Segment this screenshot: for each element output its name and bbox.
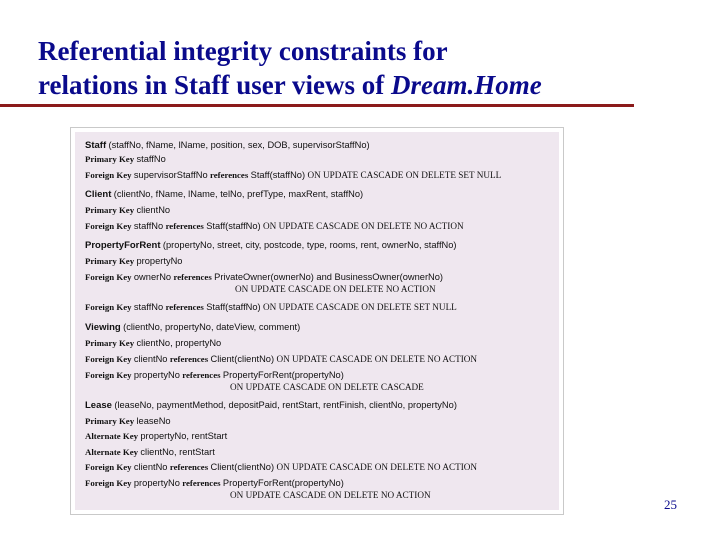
key-value: staffNo: [136, 154, 166, 164]
key-value: propertyNo: [136, 256, 183, 266]
property-foreign-key-2: [85, 300, 457, 314]
key-value: clientNo: [136, 205, 171, 215]
lease-primary-key: [85, 414, 171, 428]
client-primary-key: [85, 203, 170, 217]
key-action: ON UPDATE CASCADE ON DELETE NO ACTION: [276, 462, 478, 472]
title-line-2: [38, 68, 678, 102]
key-target: PropertyForRent(propertyNo): [222, 370, 344, 380]
key-value: propertyNo, rentStart: [140, 431, 228, 441]
references-label: references: [210, 170, 249, 180]
key-label: Foreign Key: [85, 478, 132, 488]
schema-figure: [70, 127, 564, 515]
property-primary-key: [85, 254, 182, 268]
title-line-2-text: relations in Staff user views of: [38, 70, 391, 100]
key-label: Foreign Key: [85, 462, 132, 472]
slide-title: [38, 34, 678, 102]
client-foreign-key-1: [85, 219, 464, 233]
title-dreamhome: Dream.Home: [391, 70, 542, 100]
key-attribute: ownerNo: [133, 272, 172, 282]
key-label: Primary Key: [85, 338, 135, 348]
title-line-1: Referential integrity constraints for: [38, 36, 448, 66]
lease-alternate-key-1: [85, 429, 227, 443]
key-label: Foreign Key: [85, 370, 132, 380]
relation-name: PropertyForRent: [85, 240, 161, 251]
references-label: references: [165, 302, 204, 312]
key-target: PropertyForRent(propertyNo): [222, 478, 344, 488]
key-action: ON UPDATE CASCADE ON DELETE SET NULL: [307, 170, 502, 180]
key-label: Foreign Key: [85, 221, 132, 231]
lease-foreign-key-1: [85, 460, 477, 474]
key-target: Staff(staffNo): [206, 221, 261, 231]
lease-alternate-key-2: [85, 445, 215, 459]
client-relation-line: [85, 187, 363, 201]
relation-name: Lease: [85, 400, 112, 411]
key-value: leaseNo: [136, 416, 171, 426]
key-label: Primary Key: [85, 205, 135, 215]
viewing-foreign-key-1: [85, 352, 477, 366]
key-value: clientNo, rentStart: [140, 447, 215, 457]
key-attribute: clientNo: [133, 354, 168, 364]
key-label: Primary Key: [85, 416, 135, 426]
relation-attributes: (clientNo, fName, lName, telNo, prefType, maxRent, staffNo): [113, 189, 364, 199]
viewing-primary-key: [85, 336, 221, 350]
key-label: Foreign Key: [85, 354, 132, 364]
key-attribute: clientNo: [133, 462, 168, 472]
references-label: references: [182, 370, 221, 380]
key-label: Alternate Key: [85, 431, 139, 441]
key-label: Foreign Key: [85, 170, 132, 180]
relation-attributes: (clientNo, propertyNo, dateView, comment): [123, 322, 301, 332]
staff-primary-key: [85, 152, 166, 166]
relation-name: Viewing: [85, 322, 121, 333]
key-action: ON UPDATE CASCADE ON DELETE CASCADE: [230, 382, 424, 392]
key-target: Staff(staffNo): [206, 302, 261, 312]
key-action: ON UPDATE CASCADE ON DELETE NO ACTION: [230, 490, 431, 500]
key-label: Primary Key: [85, 256, 135, 266]
lease-relation-line: [85, 398, 457, 412]
references-label: references: [169, 354, 209, 364]
viewing-foreign-key-2-action: [230, 380, 424, 394]
key-attribute: staffNo: [133, 221, 164, 231]
relation-attributes: (staffNo, fName, lName, position, sex, DOB, supervisorStaffNo): [108, 140, 370, 150]
references-label: references: [182, 478, 221, 488]
key-attribute: propertyNo: [133, 478, 180, 488]
relation-attributes: (propertyNo, street, city, postcode, type, rooms, rent, ownerNo, staffNo): [162, 240, 457, 250]
key-label: Foreign Key: [85, 302, 132, 312]
key-label: Foreign Key: [85, 272, 132, 282]
key-label: Primary Key: [85, 154, 135, 164]
key-target: Client(clientNo): [210, 354, 275, 364]
viewing-relation-line: [85, 320, 300, 334]
relation-name: Client: [85, 189, 112, 200]
key-action: ON UPDATE CASCADE ON DELETE NO ACTION: [276, 354, 478, 364]
staff-relation-line: [85, 138, 370, 152]
key-value: clientNo, propertyNo: [136, 338, 222, 348]
schema-figure-background: [75, 132, 559, 510]
title-underline: [0, 104, 634, 107]
staff-foreign-key-1: [85, 168, 501, 182]
references-label: references: [169, 462, 209, 472]
key-action: ON UPDATE CASCADE ON DELETE NO ACTION: [263, 221, 464, 231]
key-attribute: staffNo: [133, 302, 164, 312]
key-action: ON UPDATE CASCADE ON DELETE SET NULL: [263, 302, 457, 312]
key-target: Staff(staffNo): [250, 170, 306, 180]
key-action: ON UPDATE CASCADE ON DELETE NO ACTION: [235, 284, 436, 294]
property-relation-line: [85, 238, 457, 252]
key-target: PrivateOwner(ownerNo) and BusinessOwner(ownerNo): [214, 272, 444, 282]
property-foreign-key-1-action: [235, 282, 436, 296]
relation-attributes: (leaseNo, paymentMethod, depositPaid, rentStart, rentFinish, clientNo, propertyNo): [114, 400, 457, 410]
key-attribute: propertyNo: [133, 370, 180, 380]
key-attribute: supervisorStaffNo: [133, 170, 208, 180]
references-label: references: [165, 221, 204, 231]
lease-foreign-key-2-action: [230, 488, 431, 502]
relation-name: Staff: [85, 140, 107, 151]
references-label: references: [173, 272, 212, 282]
page-number: 25: [664, 497, 677, 512]
key-label: Alternate Key: [85, 447, 139, 457]
key-target: Client(clientNo): [210, 462, 275, 472]
